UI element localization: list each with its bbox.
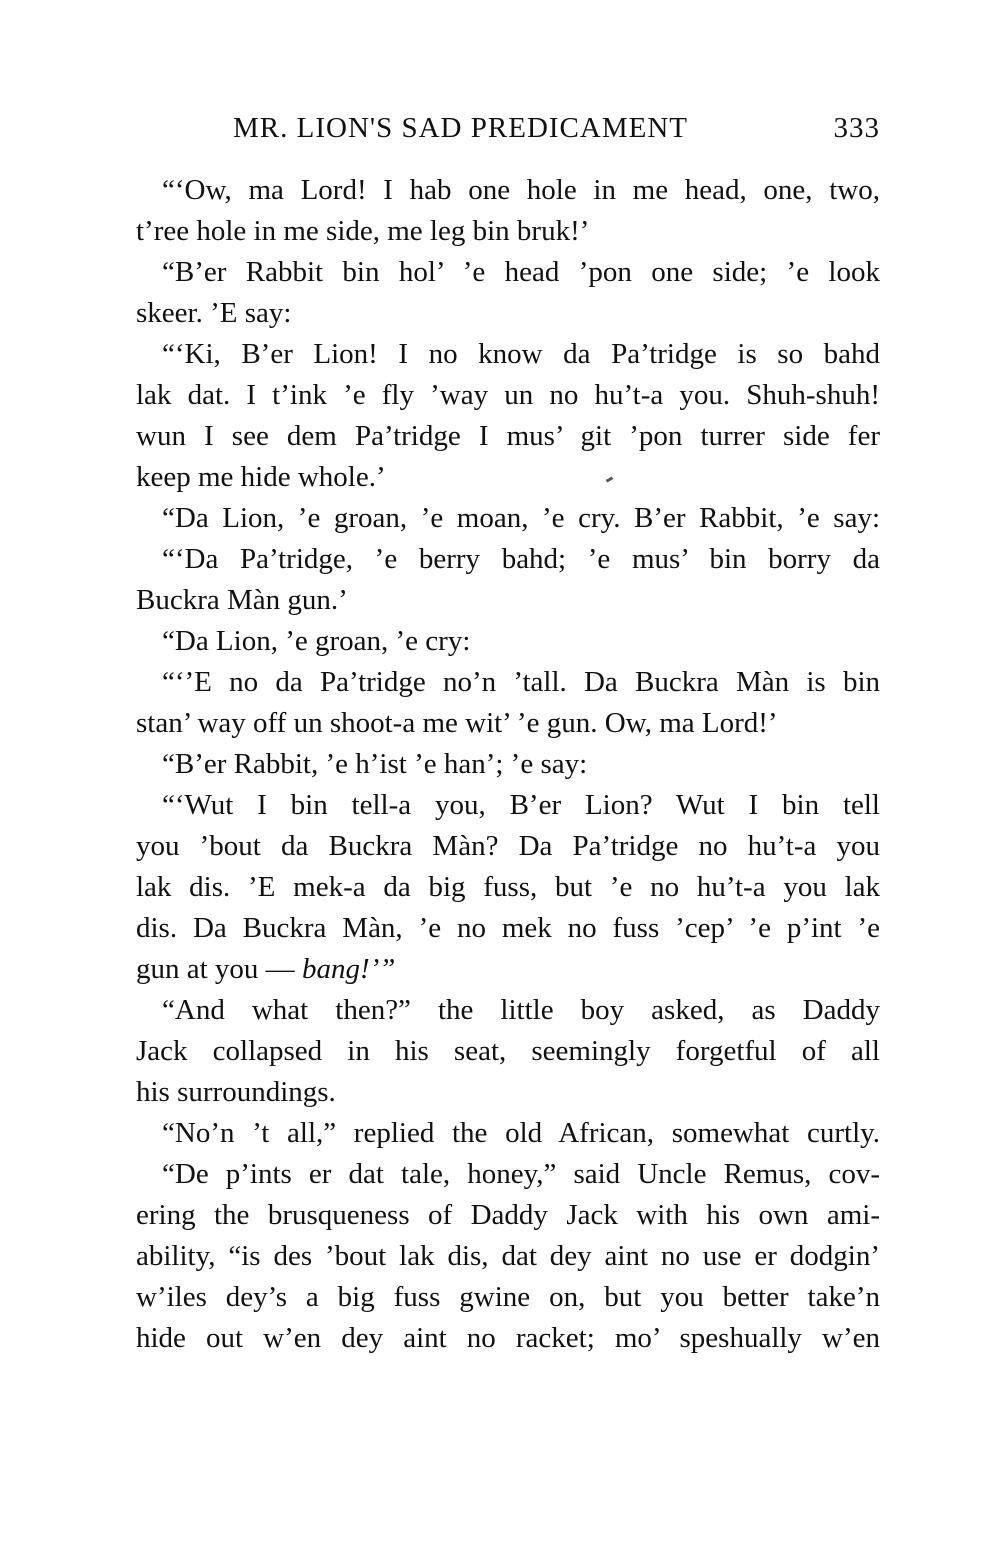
text-line xyxy=(136,703,880,744)
text-line-content: “‘’E no da Pa’tridge no’n ’tall. Da Buckra Màn is bin xyxy=(162,666,880,698)
text-line-content: ering the brusqueness of Daddy Jack with his own ami- xyxy=(136,1199,880,1231)
text-line-content: hide out w’en dey aint no racket; mo’ speshually w’en xyxy=(136,1322,880,1354)
text-line xyxy=(136,580,880,621)
text-line xyxy=(136,949,880,990)
text-line-content: w’iles dey’s a big fuss gwine on, but you better take’n xyxy=(136,1281,880,1313)
text-line xyxy=(136,211,880,252)
running-title: MR. LION'S SAD PREDICAMENT xyxy=(233,112,688,144)
text-line xyxy=(136,1318,880,1359)
text-line-content: “No’n ’t all,” replied the old African, somewhat curtly. xyxy=(162,1117,880,1149)
text-line-content: “B’er Rabbit, ’e h’ist ’e han’; ’e say: xyxy=(162,748,588,780)
text-line xyxy=(136,826,880,867)
text-line-content: stan’ way off un shoot-a me wit’ ’e gun. Ow, ma Lord!’ xyxy=(136,707,778,739)
text-line xyxy=(136,1154,880,1195)
text-line xyxy=(136,621,880,662)
text-line-content: you ’bout da Buckra Màn? Da Pa’tridge no hu’t-a you xyxy=(136,830,880,862)
text-line-content: lak dis. ’E mek-a da big fuss, but ’e no hu’t-a you lak xyxy=(136,871,880,903)
text-line-content: Jack collapsed in his seat, seemingly forgetful of all xyxy=(136,1035,880,1067)
text-line-content: keep me hide whole.’ xyxy=(136,461,386,493)
text-line xyxy=(136,293,880,334)
text-line-content: wun I see dem Pa’tridge I mus’ git ’pon turrer side fer xyxy=(136,420,880,452)
text-line-content: “‘Ow, ma Lord! I hab one hole in me head, one, two, xyxy=(162,174,880,206)
text-line-content: “De p’ints er dat tale, honey,” said Uncle Remus, cov- xyxy=(162,1158,880,1190)
text-line-content: “B’er Rabbit bin hol’ ’e head ’pon one side; ’e look xyxy=(162,256,880,288)
text-line-content: skeer. ’E say: xyxy=(136,297,292,329)
text-line-content: “And what then?” the little boy asked, as Daddy xyxy=(162,994,880,1026)
text-line xyxy=(136,1195,880,1236)
text-line xyxy=(136,539,880,580)
page-number: 333 xyxy=(833,112,880,144)
text-line xyxy=(136,1113,880,1154)
text-line-content: “Da Lion, ’e groan, ’e cry: xyxy=(162,625,471,657)
text-line-content: gun at you — xyxy=(136,953,302,985)
text-line-content: ability, “is des ’bout lak dis, dat dey aint no use er dodgin’ xyxy=(136,1240,880,1272)
text-line xyxy=(136,1236,880,1277)
text-line xyxy=(136,334,880,375)
text-line xyxy=(136,867,880,908)
text-line xyxy=(136,662,880,703)
text-line-content: his surroundings. xyxy=(136,1076,336,1108)
running-head xyxy=(136,112,880,156)
text-line xyxy=(136,1031,880,1072)
text-line xyxy=(136,170,880,211)
text-line xyxy=(136,498,880,539)
text-line-content: Buckra Màn gun.’ xyxy=(136,584,348,616)
text-line-content: lak dat. I t’ink ’e fly ’way un no hu’t-a you. Shuh-shuh! xyxy=(136,379,880,411)
text-line-italic: bang!’” xyxy=(301,953,396,985)
text-line xyxy=(136,252,880,293)
text-line-content: “‘Ki, B’er Lion! I no know da Pa’tridge is so bahd xyxy=(162,338,880,370)
text-line xyxy=(136,908,880,949)
text-line xyxy=(136,785,880,826)
text-line xyxy=(136,1072,880,1113)
text-line-content: “Da Lion, ’e groan, ’e moan, ’e cry. B’er Rabbit, ’e say: xyxy=(162,502,880,534)
text-line xyxy=(136,416,880,457)
text-line xyxy=(136,375,880,416)
text-line xyxy=(136,990,880,1031)
text-line-content: dis. Da Buckra Màn, ’e no mek no fuss ’cep’ ’e p’int ’e xyxy=(136,912,880,944)
text-line xyxy=(136,457,880,498)
text-body xyxy=(136,170,880,1359)
text-line-content: “‘Wut I bin tell-a you, B’er Lion? Wut I bin tell xyxy=(162,789,880,821)
text-line xyxy=(136,1277,880,1318)
text-line-content: t’ree hole in me side, me leg bin bruk!’ xyxy=(136,215,590,247)
text-line xyxy=(136,744,880,785)
text-line-content: “‘Da Pa’tridge, ’e berry bahd; ’e mus’ bin borry da xyxy=(162,543,880,575)
